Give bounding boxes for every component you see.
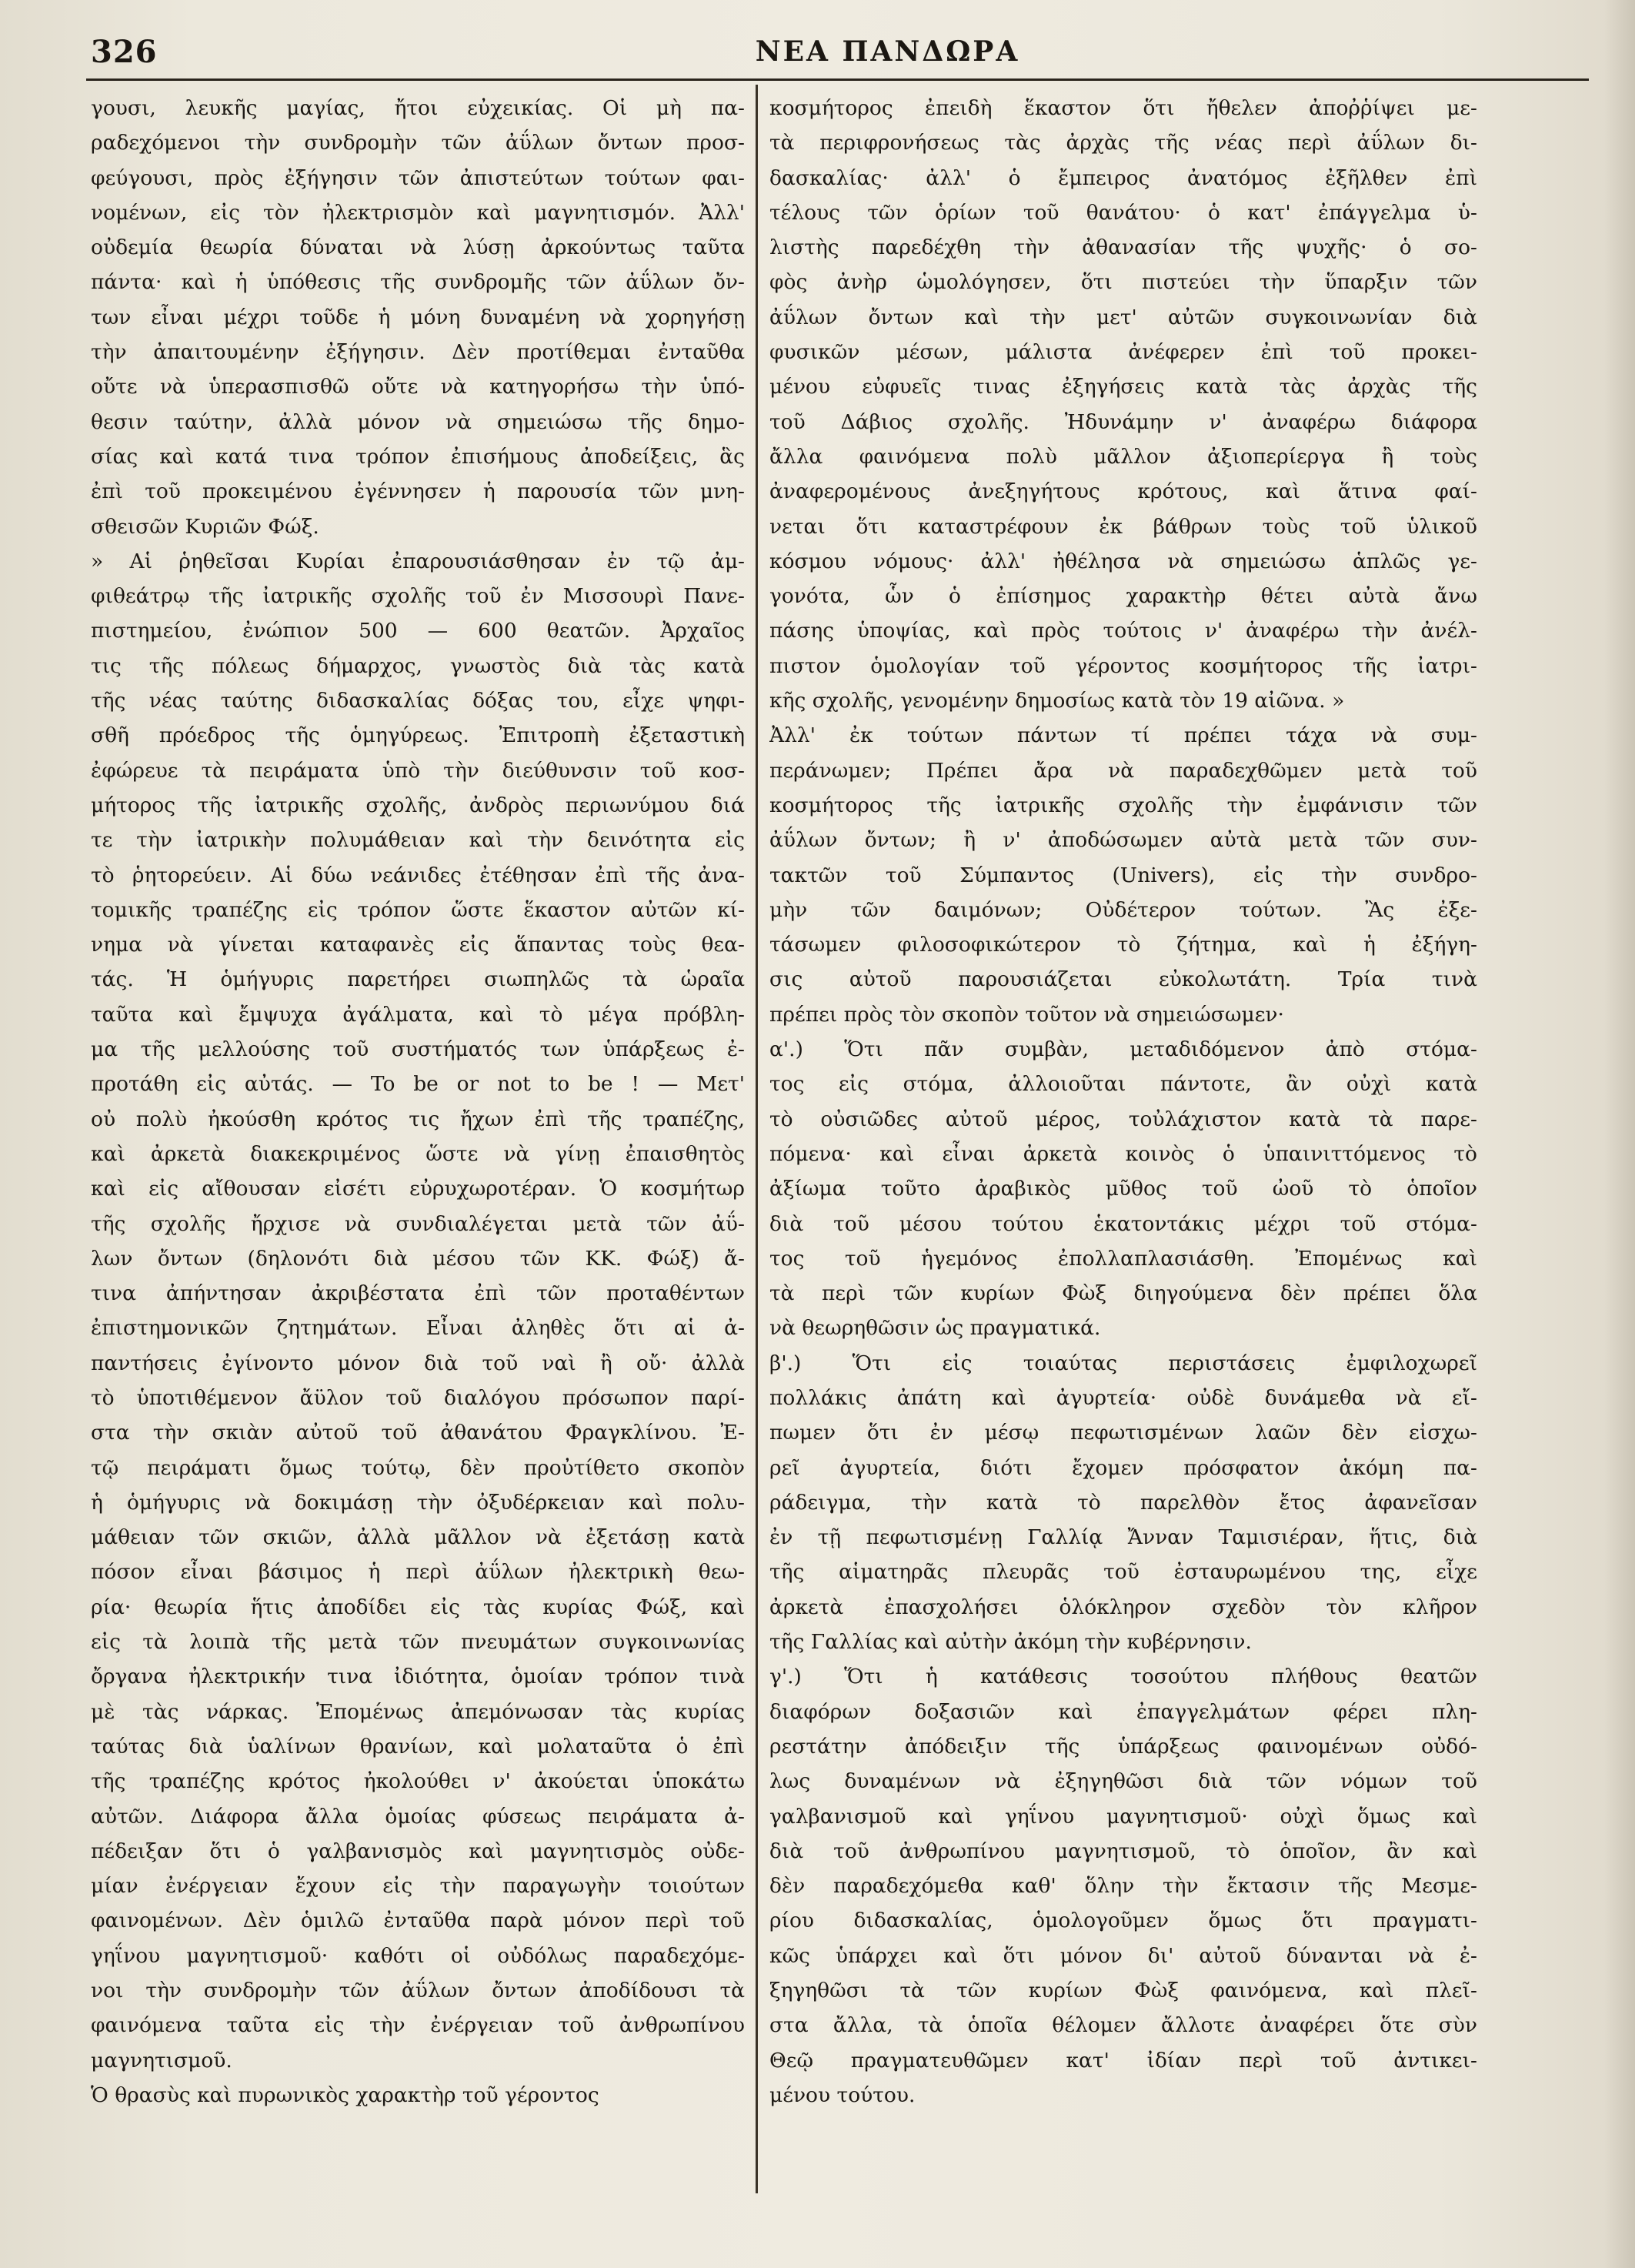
text-line: ρίου διδασκαλίας, ὁμολογοῦμεν ὅμως ὅτι πραγματι-	[769, 1909, 1477, 1933]
text-line: προτάθη εἰς αὐτάς. — To be or not to be ! — Μετ'	[91, 1072, 745, 1097]
text-line: μίαν ἐνέργειαν ἔχουν εἰς τὴν παραγωγὴν τοιούτων	[91, 1874, 745, 1899]
text-line: τὸ οὐσιῶδες αὐτοῦ μέρος, τοὐλάχιστον κατὰ τὰ παρε-	[769, 1107, 1477, 1131]
text-line: λιστὴς παρεδέχθη τὴν ἀθανασίαν τῆς ψυχῆς· ὁ σο-	[769, 235, 1477, 260]
text-line: ρία· θεωρία ἥτις ἀποδίδει εἰς τὰς κυρίας Φώξ, καὶ	[91, 1595, 745, 1619]
text-line: στα ἄλλα, τὰ ὁποῖα θέλομεν ἄλλοτε ἀναφέρει ὅτε σὺν	[769, 2013, 1477, 2038]
header-rule	[86, 78, 1589, 81]
text-line: φαινομένων. Δὲν ὁμιλῶ ἐνταῦθα παρὰ μόνον περὶ τοῦ	[91, 1909, 745, 1933]
text-line: των εἶναι μέχρι τοῦδε ἡ μόνη δυναμένη νὰ χορηγήσῃ	[91, 305, 745, 329]
text-line: ραδεχόμενοι τὴν συνδρομὴν τῶν ἀΰλων ὄντων προσ-	[91, 131, 745, 155]
text-line: πέδειξαν ὅτι ὁ γαλβανισμὸς καὶ μαγνητισμὸς οὐδε-	[91, 1839, 745, 1863]
text-line: γονότα, ὧν ὁ ἐπίσημος χαρακτὴρ θέτει αὐτὰ ἄνω	[769, 584, 1477, 609]
text-line: γ'.) Ὅτι ἡ κατάθεσις τοσούτου πλήθους θεατῶν	[769, 1665, 1477, 1689]
text-line: κῆς σχολῆς, γενομένην δημοσίως κατὰ τὸν 19 αἰῶνα. »	[769, 689, 1345, 713]
text-line: μὲ τὰς νάρκας. Ἐπομένως ἀπεμόνωσαν τὰς κυρίας	[91, 1699, 745, 1724]
text-line: τακτῶν τοῦ Σύμπαντος (Univers), εἰς τὴν συνδρο-	[769, 863, 1477, 887]
text-line: δασκαλίας· ἀλλ' ὁ ἔμπειρος ἀνατόμος ἐξῆλθεν ἐπὶ	[769, 165, 1477, 190]
text-line: τῆς τραπέζης κρότος ἠκολούθει ν' ἀκούεται ὑποκάτω	[91, 1769, 745, 1794]
text-line: ταύτας διὰ ὑαλίνων θρανίων, καὶ μολαταῦτα ὁ ἐπὶ	[91, 1734, 745, 1759]
text-line: πόμενα· καὶ εἶναι ἀρκετὰ κοινὸς ὁ ὑπαινιττόμενος τὸ	[769, 1141, 1477, 1166]
text-line: φιθεάτρῳ τῆς ἰατρικῆς σχολῆς τοῦ ἐν Μισσουρὶ Πανε-	[91, 584, 745, 609]
text-line: τῆς Γαλλίας καὶ αὐτὴν ἀκόμη τὴν κυβέρνησιν.	[769, 1630, 1252, 1655]
text-line: ξηγηθῶσι τὰ τῶν κυρίων Φὼξ φαινόμενα, καὶ πλεῖ-	[769, 1979, 1477, 2003]
text-line: πρέπει πρὸς τὸν σκοπὸν τοῦτον νὰ σημειώσωμεν·	[769, 1002, 1284, 1027]
text-line: νὰ θεωρηθῶσιν ὡς πραγματικά.	[769, 1316, 1101, 1341]
text-line: οὐδεμία θεωρία δύναται νὰ λύσῃ ἀρκούντως ταῦτα	[91, 235, 745, 260]
text-line: ἡ ὁμήγυρις νὰ δοκιμάσῃ τὴν ὀξυδέρκειαν καὶ πολυ-	[91, 1490, 745, 1515]
text-line: λως δυναμένων νὰ ἐξηγηθῶσι διὰ τῶν νόμων τοῦ	[769, 1769, 1477, 1794]
text-line: φαινόμενα ταῦτα εἰς τὴν ἐνέργειαν τοῦ ἀνθρωπίνου	[91, 2013, 745, 2038]
text-line: ὄργανα ἠλεκτρικήν τινα ἰδιότητα, ὁμοίαν τρόπον τινὰ	[91, 1665, 745, 1689]
text-line: πόσον εἶναι βάσιμος ἡ περὶ ἀΰλων ἠλεκτρικὴ θεω-	[91, 1560, 745, 1585]
text-line: ἐν τῇ πεφωτισμένῃ Γαλλίᾳ Ἄνναν Ταμισιέραν, ἥτις, διὰ	[769, 1525, 1477, 1550]
text-line: ράδειγμα, τὴν κατὰ τὸ παρελθὸν ἔτος ἀφανεῖσαν	[769, 1490, 1477, 1515]
text-line: καὶ εἰς αἴθουσαν εἰσέτι εὐρυχωροτέραν. Ὁ κοσμήτωρ	[91, 1177, 745, 1201]
text-line: διαφόρων δοξασιῶν καὶ ἐπαγγελμάτων φέρει πλη-	[769, 1699, 1477, 1724]
text-line: τὰ περιφρονήσεως τὰς ἀρχὰς τῆς νέας περὶ ἀΰλων δι-	[769, 131, 1477, 155]
text-line: τομικῆς τραπέζης εἰς τρόπον ὥστε ἕκαστον αὐτῶν κί-	[91, 897, 745, 922]
text-line: ἀΰλων ὄντων καὶ τὴν μετ' αὐτῶν συγκοινωνίαν διὰ	[769, 305, 1477, 329]
text-line: καὶ ἀρκετὰ διακεκριμένος ὥστε νὰ γίνῃ ἐπαισθητὸς	[91, 1141, 745, 1166]
text-line: ἄλλα φαινόμενα πολὺ μᾶλλον ἀξιοπερίεργα ἢ τοὺς	[769, 444, 1477, 469]
text-line: τις τῆς πόλεως δήμαρχος, γνωστὸς διὰ τὰς κατὰ	[91, 653, 745, 678]
text-line: β'.) Ὅτι εἰς τοιαύτας περιστάσεις ἐμφιλοχωρεῖ	[769, 1351, 1477, 1375]
text-line: ἀρκετὰ ἐπασχολήσει ὁλόκληρον σχεδὸν τὸν κλῆρον	[769, 1595, 1477, 1619]
text-line: πιστημείου, ἐνώπιον 500 — 600 θεατῶν. Ἀρχαῖος	[91, 619, 745, 643]
text-line: μα τῆς μελλούσης τοῦ συστήματός των ὑπάρξεως ἐ-	[91, 1037, 745, 1062]
right-column	[769, 91, 1477, 2113]
text-line: τάς. Ἡ ὁμήγυρις παρετήρει σιωπηλῶς τὰ ὡραῖα	[91, 967, 745, 992]
text-line: νοι τὴν συνδρομὴν τῶν ἀΰλων ὄντων ἀποδίδουσι τὰ	[91, 1979, 745, 2003]
text-line: εἰς τὰ λοιπὰ τῆς μετὰ τῶν πνευμάτων συγκοινωνίας	[91, 1630, 745, 1655]
text-line: πάντα· καὶ ἡ ὑπόθεσις τῆς συνδρομῆς τῶν ἀΰλων ὄν-	[91, 270, 745, 295]
page-edge-shade	[1604, 0, 1635, 2268]
text-line: τινα ἀπήντησαν ἀκριβέστατα ἐπὶ τῶν προταθέντων	[91, 1281, 745, 1306]
text-line: σθῆ πρόεδρος τῆς ὁμηγύρεως. Ἐπιτροπὴ ἐξεταστικὴ	[91, 723, 745, 748]
text-line: τὰ περὶ τῶν κυρίων Φὼξ διηγούμενα δὲν πρέπει ὅλα	[769, 1281, 1477, 1306]
text-line: διὰ τοῦ ἀνθρωπίνου μαγνητισμοῦ, τὸ ὁποῖον, ἂν καὶ	[769, 1839, 1477, 1863]
page-header	[86, 26, 1581, 72]
text-line: κόσμου νόμους· ἀλλ' ἠθέλησα νὰ σημειώσω ἁπλῶς γε-	[769, 549, 1477, 573]
text-line: τὸ ῥητορεύειν. Αἱ δύω νεάνιδες ἐτέθησαν ἐπὶ τῆς ἀνα-	[91, 863, 745, 887]
page-number: 326	[91, 34, 158, 70]
text-line: πολλάκις ἀπάτη καὶ ἀγυρτεία· οὐδὲ δυνάμεθα νὰ εἴ-	[769, 1385, 1477, 1410]
text-line: τε τὴν ἰατρικὴν πολυμάθειαν καὶ τὴν δεινότητα εἰς	[91, 828, 745, 853]
text-line: περάνωμεν; Πρέπει ἄρα νὰ παραδεχθῶμεν μετὰ τοῦ	[769, 758, 1477, 783]
column-divider	[756, 85, 758, 2193]
text-line: πωμεν ὅτι ἐν μέσῳ πεφωτισμένων λαῶν δὲν εἰσχω-	[769, 1421, 1477, 1445]
text-line: ταῦτα καὶ ἔμψυχα ἀγάλματα, καὶ τὸ μέγα πρόβλη-	[91, 1002, 745, 1027]
text-line: μάθειαν τῶν σκιῶν, ἀλλὰ μᾶλλον νὰ ἐξετάσῃ κατὰ	[91, 1525, 745, 1550]
text-line: φὸς ἀνὴρ ὡμολόγησεν, ὅτι πιστεύει τὴν ὕπαρξιν τῶν	[769, 270, 1477, 295]
text-line: νεται ὅτι καταστρέφουν ἐκ βάθρων τοὺς τοῦ ὑλικοῦ	[769, 514, 1477, 539]
text-line: νημα νὰ γίνεται καταφανὲς εἰς ἅπαντας τοὺς θεα-	[91, 933, 745, 957]
text-line: τῆς σχολῆς ἤρχισε νὰ συνδιαλέγεται μετὰ τῶν ἀΰ-	[91, 1211, 745, 1236]
text-line: σίας καὶ κατά τινα τρόπον ἐπισήμους ἀποδείξεις, ἃς	[91, 444, 745, 469]
text-line: μήτορος τῆς ἰατρικῆς σχολῆς, ἀνδρὸς περιωνύμου διά	[91, 793, 745, 817]
text-line: τοῦ Δάβιος σχολῆς. Ἠδυνάμην ν' ἀναφέρω διάφορα	[769, 409, 1477, 434]
text-line: κοσμήτορος τῆς ἰατρικῆς σχολῆς τὴν ἐμφάνισιν τῶν	[769, 793, 1477, 817]
text-line: στα τὴν σκιὰν αὐτοῦ τοῦ ἀθανάτου Φραγκλίνου. Ἐ-	[91, 1421, 745, 1445]
text-line: μαγνητισμοῦ.	[91, 2048, 232, 2073]
text-line: ἀναφερομένους ἀνεξηγήτους κρότους, καὶ ἅτινα φαί-	[769, 479, 1477, 504]
text-line: ρεστάτην ἀπόδειξιν τῆς ὑπάρξεως φαινομένων οὐδό-	[769, 1734, 1477, 1759]
text-line: » Αἱ ῥηθεῖσαι Κυρίαι ἐπαρουσιάσθησαν ἐν τῷ ἀμ-	[91, 549, 745, 573]
text-line: πιστον ὁμολογίαν τοῦ γέροντος κοσμήτορος τῆς ἰατρι-	[769, 653, 1477, 678]
text-line: φεύγουσι, πρὸς ἐξήγησιν τῶν ἀπιστεύτων τούτων φαι-	[91, 165, 745, 190]
text-line: ἀξίωμα τοῦτο ἀραβικὸς μῦθος τοῦ ὠοῦ τὸ ὁποῖον	[769, 1177, 1477, 1201]
text-line: Ἀλλ' ἐκ τούτων πάντων τί πρέπει τάχα νὰ συμ-	[769, 723, 1477, 748]
text-line: μὴν τῶν δαιμόνων; Οὐδέτερον τούτων. Ἂς ἐξε-	[769, 897, 1477, 922]
text-line: θεσιν ταύτην, ἀλλὰ μόνον νὰ σημειώσω τῆς δημο-	[91, 409, 745, 434]
running-title: ΝΕΑ ΠΑΝΔΩΡΑ	[755, 35, 1020, 68]
text-line: μένου εὐφυεῖς τινας ἐξηγήσεις κατὰ τὰς ἀρχὰς τῆς	[769, 375, 1477, 399]
text-line: γουσι, λευκῆς μαγίας, ἤτοι εὐχεικίας. Οἱ μὴ πα-	[91, 96, 745, 120]
text-line: παντήσεις ἐγίνοντο μόνον διὰ τοῦ ναὶ ἢ οὔ· ἀλλὰ	[91, 1351, 745, 1375]
text-line: μένου τούτου.	[769, 2083, 916, 2107]
text-line: α'.) Ὅτι πᾶν συμβὰν, μεταδιδόμενον ἀπὸ στόμα-	[769, 1037, 1477, 1062]
text-line: τὴν ἀπαιτουμένην ἐξήγησιν. Δὲν προτίθεμαι ἐνταῦθα	[91, 340, 745, 365]
text-line: φυσικῶν μέσων, μάλιστα ἀνέφερεν ἐπὶ τοῦ προκει-	[769, 340, 1477, 365]
text-line: Θεῷ πραγματευθῶμεν κατ' ἰδίαν περὶ τοῦ ἀντικει-	[769, 2048, 1477, 2073]
text-line: ρεῖ ἀγυρτεία, διότι ἔχομεν πρόσφατον ἀκόμη πα-	[769, 1455, 1477, 1480]
text-line: λων ὄντων (δηλονότι διὰ μέσου τῶν ΚΚ. Φώξ) ἄ-	[91, 1246, 745, 1271]
left-column	[91, 91, 745, 2113]
text-line: τος τοῦ ἡγεμόνος ἐπολλαπλασιάσθη. Ἐπομένως καὶ	[769, 1246, 1477, 1271]
text-line: οὔτε νὰ ὑπερασπισθῶ οὔτε νὰ κατηγορήσω τὴν ὑπό-	[91, 375, 745, 399]
text-line: νομένων, εἰς τὸν ἠλεκτρισμὸν καὶ μαγνητισμόν. Ἀλλ'	[91, 200, 745, 225]
text-line: Ὁ θρασὺς καὶ πυρωνικὸς χαρακτὴρ τοῦ γέροντος	[91, 2083, 599, 2107]
text-line: ἀΰλων ὄντων; ἢ ν' ἀποδώσωμεν αὐτὰ μετὰ τῶν συν-	[769, 828, 1477, 853]
text-line: πάσης ὑποψίας, καὶ πρὸς τούτοις ν' ἀναφέρω τὴν ἀνέλ-	[769, 619, 1477, 643]
text-line: σις αὐτοῦ παρουσιάζεται εὐκολωτάτη. Τρία τινὰ	[769, 967, 1477, 992]
text-line: γαλβανισμοῦ καὶ γηΐνου μαγνητισμοῦ· οὐχὶ ὅμως καὶ	[769, 1804, 1477, 1829]
text-line: τῆς νέας ταύτης διδασκαλίας δόξας του, εἶχε ψηφι-	[91, 689, 745, 713]
text-line: τῆς αἱματηρᾶς πλευρᾶς τοῦ ἐσταυρωμένου της, εἶχε	[769, 1560, 1477, 1585]
text-line: δὲν παραδεχόμεθα καθ' ὅλην τὴν ἔκτασιν τῆς Μεσμε-	[769, 1874, 1477, 1899]
text-line: τος εἰς στόμα, ἀλλοιοῦται πάντοτε, ἂν οὐχὶ κατὰ	[769, 1072, 1477, 1097]
text-line: τὸ ὑποτιθέμενον ἄϋλον τοῦ διαλόγου πρόσωπον παρί-	[91, 1385, 745, 1410]
text-line: τάσωμεν φιλοσοφικώτερον τὸ ζήτημα, καὶ ἡ ἐξήγη-	[769, 933, 1477, 957]
text-line: κῶς ὑπάρχει καὶ ὅτι μόνον δι' αὐτοῦ δύνανται νὰ ἐ-	[769, 1943, 1477, 1968]
text-line: διὰ τοῦ μέσου τούτου ἑκατοντάκις μέχρι τοῦ στόμα-	[769, 1211, 1477, 1236]
text-line: τέλους τῶν ὁρίων τοῦ θανάτου· ὁ κατ' ἐπάγγελμα ὑ-	[769, 200, 1477, 225]
text-line: τῷ πειράματι ὅμως τούτῳ, δὲν προὐτίθετο σκοπὸν	[91, 1455, 745, 1480]
text-line: ἐφώρευε τὰ πειράματα ὑπὸ τὴν διεύθυνσιν τοῦ κοσ-	[91, 758, 745, 783]
text-line: ἐπιστημονικῶν ζητημάτων. Εἶναι ἀληθὲς ὅτι αἱ ἀ-	[91, 1316, 745, 1341]
text-line: κοσμήτορος ἐπειδὴ ἕκαστον ὅτι ἤθελεν ἀποῤῥίψει με-	[769, 96, 1477, 120]
text-line: αὐτῶν. Διάφορα ἄλλα ὁμοίας φύσεως πειράματα ἀ-	[91, 1804, 745, 1829]
text-line: γηΐνου μαγνητισμοῦ· καθότι οἱ οὐδόλως παραδεχόμε-	[91, 1943, 745, 1968]
text-line: οὐ πολὺ ἠκούσθη κρότος τις ἤχων ἐπὶ τῆς τραπέζης,	[91, 1107, 745, 1131]
text-line: ἐπὶ τοῦ προκειμένου ἐγέννησεν ἡ παρουσία τῶν μνη-	[91, 479, 745, 504]
text-line: σθεισῶν Κυριῶν Φώξ.	[91, 514, 319, 539]
